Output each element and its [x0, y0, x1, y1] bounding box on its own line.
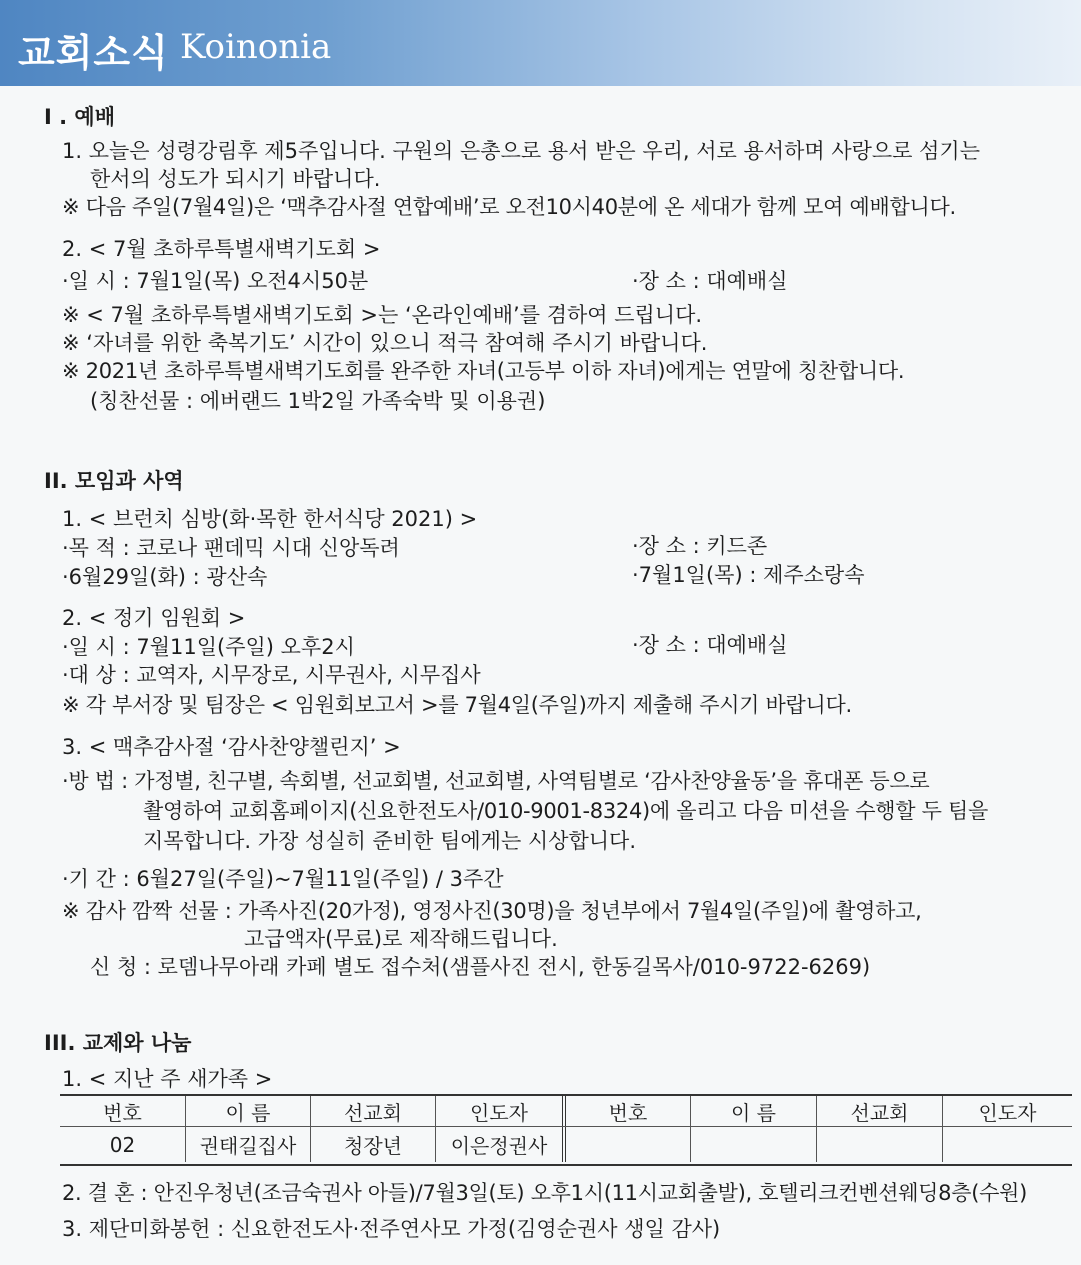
table-header-cell: 선교회 — [817, 1096, 943, 1126]
s2-item2-target: ·대 상 : 교역자, 시무장로, 시무권사, 시무집사 — [62, 663, 481, 687]
s1-item1-note: ※ 다음 주일(7월4일)은 ‘맥추감사절 연합예배’로 오전10시40분에 온 세대가 함께 모여 예배합니다. — [62, 195, 956, 219]
header-title-english: Koinonia — [180, 27, 332, 67]
s3-item3-flowers: 3. 제단미화봉헌 : 신요한전도사·전주연사모 가정(김영순권사 생일 감사) — [62, 1217, 721, 1241]
header-banner — [0, 0, 1081, 86]
table-header-cell: 이 름 — [691, 1096, 817, 1126]
s1-item1-line2: 한서의 성도가 되시기 바랍니다. — [90, 167, 381, 191]
table-cell: 청장년 — [311, 1127, 436, 1162]
table-header-cell: 선교회 — [311, 1096, 436, 1126]
table-header-cell: 번호 — [60, 1096, 186, 1126]
s2-item1-place: ·장 소 : 키드존 — [632, 534, 768, 558]
s2-item3-method3: 지목합니다. 가장 성실히 준비한 팀에게는 시상합니다. — [143, 829, 637, 853]
table-header-cell: 인도자 — [978, 1100, 1037, 1125]
table-header-cell: 이 름 — [186, 1096, 311, 1126]
section-2-heading: II. 모임과 사역 — [44, 469, 184, 493]
s1-item2-title: 2. < 7월 초하루특별새벽기도회 > — [62, 237, 381, 261]
table-cell — [691, 1127, 817, 1162]
s2-item1-date1: ·6월29일(화) : 광산속 — [62, 565, 268, 589]
s1-item2-note1: ※ < 7월 초하루특별새벽기도회 >는 ‘온라인예배’를 겸하여 드립니다. — [62, 303, 703, 327]
s1-item2-time: ·일 시 : 7월1일(목) 오전4시50분 — [62, 269, 369, 293]
table-cell: 02 — [60, 1127, 186, 1162]
s2-item2-note: ※ 각 부서장 및 팀장은 < 임원회보고서 >를 7월4일(주일)까지 제출해 주시기 바랍니다. — [62, 693, 852, 717]
header-title-korean: 교회소식 — [18, 31, 169, 75]
s3-item1-title: 1. < 지난 주 새가족 > — [62, 1067, 273, 1091]
s2-item3-gift1: ※ 감사 깜짝 선물 : 가족사진(20가정), 영정사진(30명)을 청년부에서 7월4일(주일)에 촬영하고, — [62, 899, 922, 923]
table-header-cell: 번호 — [566, 1096, 691, 1126]
s2-item3-gift2: 고급액자(무료)로 제작해드립니다. — [244, 927, 558, 951]
table-cell — [566, 1127, 691, 1162]
table-cell — [943, 1127, 1072, 1162]
table-cell: 권태길집사 — [186, 1127, 311, 1162]
s2-item1-date2: ·7월1일(목) : 제주소랑속 — [632, 563, 865, 587]
s2-item2-title: 2. < 정기 임원회 > — [62, 606, 246, 630]
s1-item2-place: ·장 소 : 대예배실 — [632, 269, 788, 293]
table-header-row — [60, 1096, 1072, 1127]
s2-item3-method1: ·방 법 : 가정별, 친구별, 속회별, 선교회별, 선교회별, 사역팀별로 ‘감사찬양율동’을 휴대폰 등으로 — [62, 769, 930, 793]
table-row — [60, 1127, 1072, 1162]
new-family-table — [60, 1094, 1072, 1166]
s2-item1-purpose: ·목 적 : 코로나 팬데믹 시대 신앙독려 — [62, 536, 400, 560]
table-cell: 이은정권사 — [436, 1127, 566, 1162]
s1-item1-line1: 1. 오늘은 성령강림후 제5주입니다. 구원의 은총으로 용서 받은 우리, 서로 용서하며 사랑으로 섬기는 — [62, 139, 981, 163]
s1-item2-note3: ※ 2021년 초하루특별새벽기도회를 완주한 자녀(고등부 이하 자녀)에게는 연말에 칭찬합니다. — [62, 359, 905, 383]
s2-item3-apply: 신 청 : 로뎀나무아래 카페 별도 접수처(샘플사진 전시, 한동길목사/010-9722-6269) — [90, 955, 871, 979]
s2-item2-time: ·일 시 : 7월11일(주일) 오후2시 — [62, 635, 355, 659]
section-1-heading: I . 예배 — [44, 105, 115, 129]
section-3-heading: III. 교제와 나눔 — [44, 1031, 192, 1055]
s2-item1-title: 1. < 브런치 심방(화·목한 한서식당 2021) > — [62, 507, 478, 531]
s1-item2-note2: ※ ‘자녀를 위한 축복기도’ 시간이 있으니 적극 참여해 주시기 바랍니다. — [62, 331, 708, 355]
table-cell — [817, 1127, 943, 1162]
s2-item2-place: ·장 소 : 대예배실 — [632, 633, 788, 657]
s2-item3-period: ·기 간 : 6월27일(주일)~7월11일(주일) / 3주간 — [62, 867, 504, 891]
s2-item3-title: 3. < 맥추감사절 ‘감사찬양챌린지’ > — [62, 735, 401, 759]
table-header-cell: 인도자 — [436, 1096, 566, 1126]
s2-item3-method2: 촬영하여 교회홈페이지(신요한전도사/010-9001-8324)에 올리고 다음 미션을 수행할 두 팀을 — [143, 799, 988, 823]
s1-item2-note4: (칭찬선물 : 에버랜드 1박2일 가족숙박 및 이용권) — [90, 389, 546, 413]
s3-item2-wedding: 2. 결 혼 : 안진우청년(조금숙권사 아들)/7월3일(토) 오후1시(11시교회출발), 호텔리크컨벤션웨딩8층(수원) — [62, 1181, 1027, 1205]
